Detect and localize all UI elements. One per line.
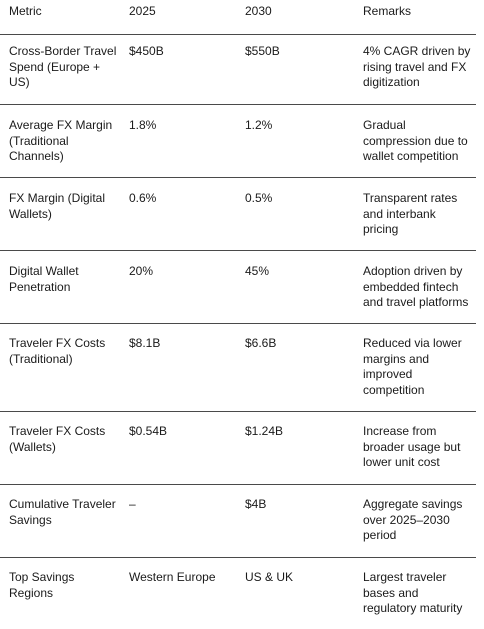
cell-2025: $8.1B xyxy=(129,336,161,350)
table-row xyxy=(0,34,476,105)
cell-2030: 1.2% xyxy=(245,118,273,132)
cell-metric: FX Margin (Digital Wallets) xyxy=(9,191,106,221)
cell-remarks: Largest traveler bases and regulatory maturity xyxy=(363,570,463,615)
table-row xyxy=(0,178,476,251)
cell-remarks: Reduced via lower margins and improved competition xyxy=(363,336,462,397)
cell-2030: $1.24B xyxy=(245,424,284,438)
cell-2030: $6.6B xyxy=(245,336,277,350)
cell-metric: Digital Wallet Penetration xyxy=(9,264,79,294)
cell-metric: Cumulative Traveler Savings xyxy=(9,497,116,527)
cell-remarks: Aggregate savings over 2025–2030 period xyxy=(363,497,463,542)
header-metric: Metric xyxy=(9,4,42,18)
cell-metric: Average FX Margin (Traditional Channels) xyxy=(9,118,113,163)
cell-remarks: Adoption driven by embedded fintech and travel platforms xyxy=(363,264,469,309)
header-remarks: Remarks xyxy=(363,4,412,18)
cell-metric: Traveler FX Costs (Wallets) xyxy=(9,424,106,454)
cell-remarks: Gradual compression due to wallet competition xyxy=(363,118,468,163)
cell-2030: US & UK xyxy=(245,570,294,584)
cell-2025: 0.6% xyxy=(129,191,157,205)
cell-2030: $550B xyxy=(245,44,280,58)
table-row xyxy=(0,558,476,629)
cell-2025: Western Europe xyxy=(129,570,216,584)
cell-2025: 1.8% xyxy=(129,118,157,132)
cell-2025: $450B xyxy=(129,44,164,58)
cell-metric: Cross-Border Travel Spend (Europe + US) xyxy=(9,44,117,89)
table-header-row xyxy=(0,0,476,35)
cell-metric: Top Savings Regions xyxy=(9,570,75,600)
cell-2025: 20% xyxy=(129,264,154,278)
table-row xyxy=(0,324,476,412)
cell-remarks: Transparent rates and interbank pricing xyxy=(363,191,458,236)
cell-metric: Traveler FX Costs (Traditional) xyxy=(9,336,106,366)
header-2030: 2030 xyxy=(245,4,272,18)
cell-remarks: 4% CAGR driven by rising travel and FX digitization xyxy=(363,44,471,89)
cell-2025: $0.54B xyxy=(129,424,168,438)
table-row xyxy=(0,412,476,485)
table-row xyxy=(0,251,476,324)
cell-2030: 45% xyxy=(245,264,270,278)
cell-2030: 0.5% xyxy=(245,191,273,205)
header-2025: 2025 xyxy=(129,4,156,18)
cell-2025: – xyxy=(129,497,136,511)
cell-remarks: Increase from broader usage but lower unit cost xyxy=(363,424,461,469)
table-row xyxy=(0,105,476,178)
cell-2030: $4B xyxy=(245,497,267,511)
table-row xyxy=(0,485,476,558)
